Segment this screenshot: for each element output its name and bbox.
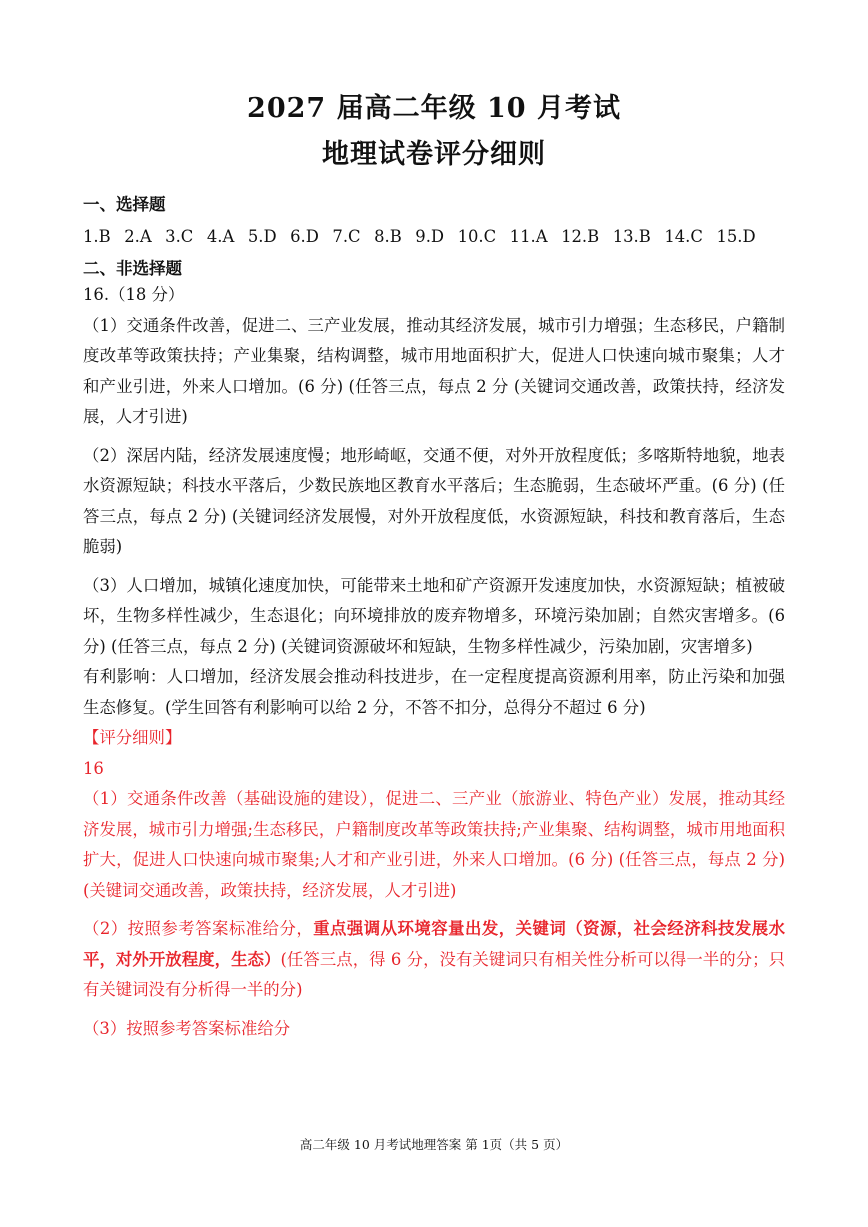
question-16-part-1: （1）交通条件改善，促进二、三产业发展，推动其经济发展，城市引力增强；生态移民，户籍制度改革等政策扶持；产业集聚，结构调整，城市用地面积扩大，促进人口快速向城市聚集；人才和产业引进，外来人口增加。(6 分) (任答三点，每点 2 分 (关键词交通改善，政策扶持，经济发展，人才引进) [83, 315, 785, 426]
mc-answer: 11.A [509, 227, 548, 246]
section-heading-non-choice: 二、非选择题 [83, 259, 182, 278]
rubric-part-3: （3）按照参考答案标准给分 [83, 1018, 291, 1038]
mc-answer: 15.D [716, 227, 756, 246]
rubric-question-number: 16 [83, 758, 104, 778]
rubric-part-2 [83, 914, 785, 1006]
question-16-header: 16.（18 分） [83, 285, 185, 304]
exam-subtitle: 地理试卷评分细则 [322, 139, 546, 170]
question-16-favorable-impact: 有利影响：人口增加，经济发展会推动科技进步，在一定程度提高资源利用率，防止污染和加强生态修复。(学生回答有利影响可以给 2 分，不答不扣分，总得分不超过 6 分) [83, 667, 785, 717]
question-16-part-2: （2）深居内陆，经济发展速度慢；地形崎岖，交通不便，对外开放程度低；多喀斯特地貌，地表水资源短缺；科技水平落后，少数民族地区教育水平落后；生态脆弱，生态破坏严重。(6 分) (任答三点，每点 2 分) (关键词经济发展慢，对外开放程度低，水资源短缺，科技和教育落后，生态脆弱) [83, 445, 785, 556]
mc-answer: 1.B [83, 227, 111, 246]
rubric-part-2-detail: (任答三点，得 6 分，没有关键词只有相关性分析可以得一半的分；只有关键词没有分析得一半的分) [83, 949, 785, 999]
mc-answer: 6.D [290, 227, 319, 246]
mc-answer: 13.B [612, 227, 651, 246]
exam-title: 2027 届高二年级 10 月考试 [247, 93, 621, 124]
question-16-part-3: （3）人口增加，城镇化速度加快，可能带来土地和矿产资源开发速度加快，水资源短缺；植被破坏，生物多样性减少，生态退化；向环境排放的废弃物增多，环境污染加剧；自然灾害增多。(6 分) (任答三点，每点 2 分) (关键词资源破坏和短缺，生物多样性减少，污染加剧，灾害增多) [83, 575, 785, 656]
rubric-heading: 【评分细则】 [83, 728, 182, 747]
mc-answer: 7.C [332, 227, 361, 246]
page-footer: 高二年级 10 月考试地理答案 第 1页（共 5 页） [299, 1137, 569, 1152]
mc-answer: 10.C [457, 227, 497, 246]
rubric-part-2-emphasis: 重点强调从环境容量出发，关键词（资源，社会经济科技发展水平，对外开放程度，生态） [83, 919, 785, 969]
mc-answer: 2.A [124, 227, 152, 246]
rubric-part-2-intro: （2）按照参考答案标准给分， [83, 919, 314, 938]
mc-answer: 14.C [664, 227, 703, 246]
mc-answer: 12.B [561, 227, 600, 246]
multiple-choice-answer-list [83, 226, 785, 248]
mc-answer: 8.B [374, 227, 402, 246]
mc-answer: 3.C [165, 227, 194, 246]
mc-answer: 4.A [206, 227, 235, 246]
mc-answer: 9.D [415, 227, 445, 246]
rubric-part-1: （1）交通条件改善（基础设施的建设），促进二、三产业（旅游业、特色产业）发展，推动其经济发展，城市引力增强;生态移民，户籍制度改革等政策扶持;产业集聚、结构调整，城市用地面积扩大，促进人口快速向城市聚集;人才和产业引进，外来人口增加。(6 分) (任答三点，每点 2 分) (关键词交通改善，政策扶持，经济发展，人才引进) [83, 789, 785, 900]
mc-answer: 5.D [247, 227, 277, 246]
section-heading-multiple-choice: 一、选择题 [83, 195, 166, 214]
